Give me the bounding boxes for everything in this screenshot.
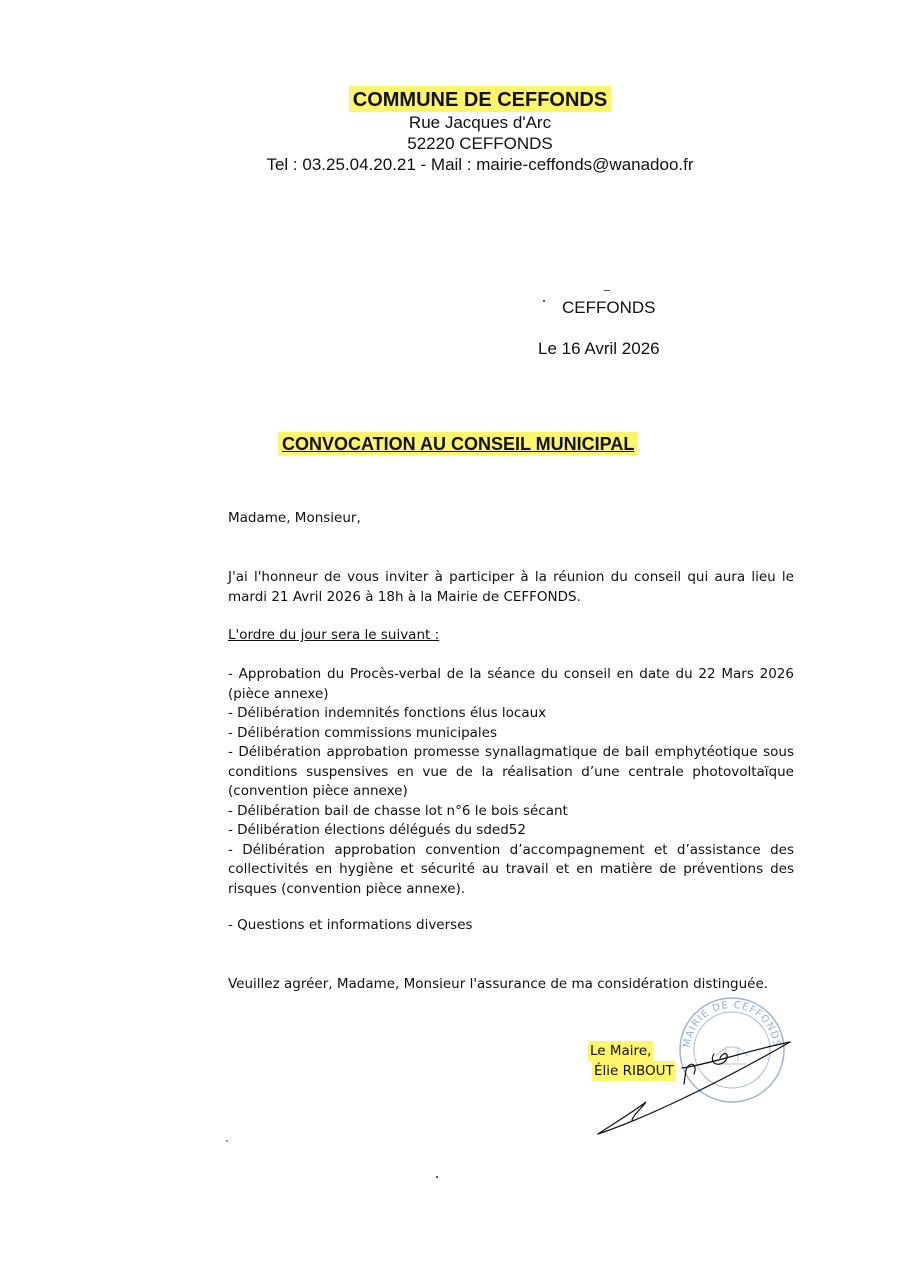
agenda-heading: L'ordre du jour sera le suivant : bbox=[228, 627, 440, 643]
agenda-item: - Délibération indemnités fonctions élus locaux bbox=[228, 705, 547, 721]
agenda-item: - Délibération élections délégués du sded52 bbox=[228, 822, 526, 838]
intro-paragraph: J'ai l'honneur de vous inviter à participer à la réunion du conseil qui aura lieu le mardi 21 Avril 2026 à 18h à la Mairie de CEFFONDS. bbox=[228, 569, 794, 605]
agenda-item: - Délibération approbation convention d’accompagnement et d’assistance des collectivités en hygiène et sécurité au travail et en matière de préventions des risques (convention pièce annexe). bbox=[228, 841, 794, 897]
contact-line: Tel : 03.25.04.20.21 - Mail : mairie-ceffonds@wanadoo.fr bbox=[266, 155, 694, 174]
agenda-item: - Délibération commissions municipales bbox=[228, 724, 498, 741]
document-title: CONVOCATION AU CONSEIL MUNICIPAL bbox=[278, 432, 638, 455]
closing-line: Veuillez agréer, Madame, Monsieur l'assurance de ma considération distinguée. bbox=[228, 976, 769, 992]
letterhead bbox=[0, 86, 900, 175]
handwritten-signature bbox=[590, 1030, 800, 1140]
scan-speck bbox=[543, 300, 545, 302]
signatory-name: Élie RIBOUT bbox=[594, 1063, 674, 1079]
questions-line: - Questions et informations diverses bbox=[228, 917, 473, 933]
scan-speck bbox=[226, 1140, 228, 1142]
greeting: Madame, Monsieur, bbox=[228, 510, 361, 526]
signatory-role: Le Maire, bbox=[590, 1043, 652, 1059]
agenda-list bbox=[228, 665, 794, 899]
commune-name: COMMUNE DE CEFFONDS bbox=[349, 86, 611, 112]
scan-speck bbox=[436, 1176, 438, 1178]
letter-date: Le 16 Avril 2026 bbox=[538, 339, 660, 358]
address-street: Rue Jacques d'Arc bbox=[408, 113, 552, 132]
address-city: 52220 CEFFONDS bbox=[407, 134, 553, 153]
agenda-item: - Délibération approbation promesse synallagmatique de bail emphytéotique sous conditions suspensives en vue de la réalisation d’une centrale photovoltaïque (convention pièce annexe) bbox=[228, 744, 794, 799]
stamp-text: MAIRIE DE CEFFONDS bbox=[681, 999, 783, 1049]
place-name: CEFFONDS bbox=[562, 298, 656, 317]
agenda-item: - Délibération bail de chasse lot n°6 le bois sécant bbox=[228, 802, 568, 819]
scan-speck bbox=[604, 290, 610, 291]
agenda-item: - Approbation du Procès-verbal de la séance du conseil en date du 22 Mars 2026 (pièce annexe) bbox=[228, 666, 794, 702]
